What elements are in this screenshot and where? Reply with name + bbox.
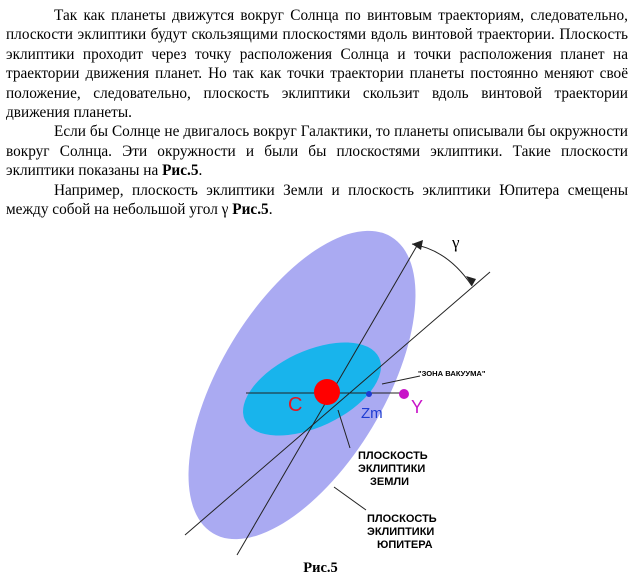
jupiter-plane-label-line-3: ЮПИТЕРА <box>377 539 433 551</box>
figure-reference: Рис.5 <box>162 162 199 180</box>
jupiter-label: Y <box>411 397 424 417</box>
earth-plane-label <box>358 450 428 488</box>
paragraph-2-text: Если бы Солнце не двигалось вокруг Галактики, то планеты описывали бы окружности вокруг Солнца. Эти окружности и были бы плоскостями эклиптики. Такие плоскости эклиптики показаны на <box>6 123 628 180</box>
earth-plane-label-line-2: ЭКЛИПТИКИ <box>358 463 426 475</box>
jupiter-dot <box>399 389 409 399</box>
angle-label: γ <box>452 233 460 252</box>
figure-reference: Рис.5 <box>232 201 269 219</box>
jupiter-plane-pointer <box>334 487 366 510</box>
paragraph-3-text: Например, плоскость эклиптики Земли и плоскость эклиптики Юпитера смещены между собой на небольшой угол γ <box>6 181 628 219</box>
earth-plane-label-line-3: ЗЕМЛИ <box>370 476 410 488</box>
sun <box>314 379 340 405</box>
arrowhead-icon <box>412 240 423 250</box>
paragraph-2-tail: . <box>198 162 203 180</box>
vacuum-zone-label: "ЗОНА ВАКУУМА" <box>418 369 486 378</box>
figure-caption: Рис.5 <box>303 560 338 576</box>
paragraph-3-tail: . <box>268 201 273 219</box>
earth-label: Zm <box>361 405 383 422</box>
paragraph-1-text: Так как планеты движутся вокруг Солнца по винтовым траекториям, следовательно, плоскости эклиптики будут скользящими плоскостями вдоль винтовой траектории. Плоскость эклиптики проходит через точку расположения Солнца и точки расположения планет на траектории движения планет. Но так как точки траектории планеты постоянно меняют своё положение, следовательно, плоскость эклиптики скользит вдоль винтовой траектории движения планеты. <box>6 7 628 122</box>
earth-plane-label-line-1: ПЛОСКОСТЬ <box>358 450 428 462</box>
angle-arc <box>412 244 472 286</box>
sun-label: C <box>288 394 303 416</box>
jupiter-plane-label <box>367 513 437 551</box>
jupiter-plane-label-line-2: ЭКЛИПТИКИ <box>367 526 435 538</box>
earth-dot <box>366 391 372 397</box>
jupiter-plane-label-line-1: ПЛОСКОСТЬ <box>367 513 437 525</box>
